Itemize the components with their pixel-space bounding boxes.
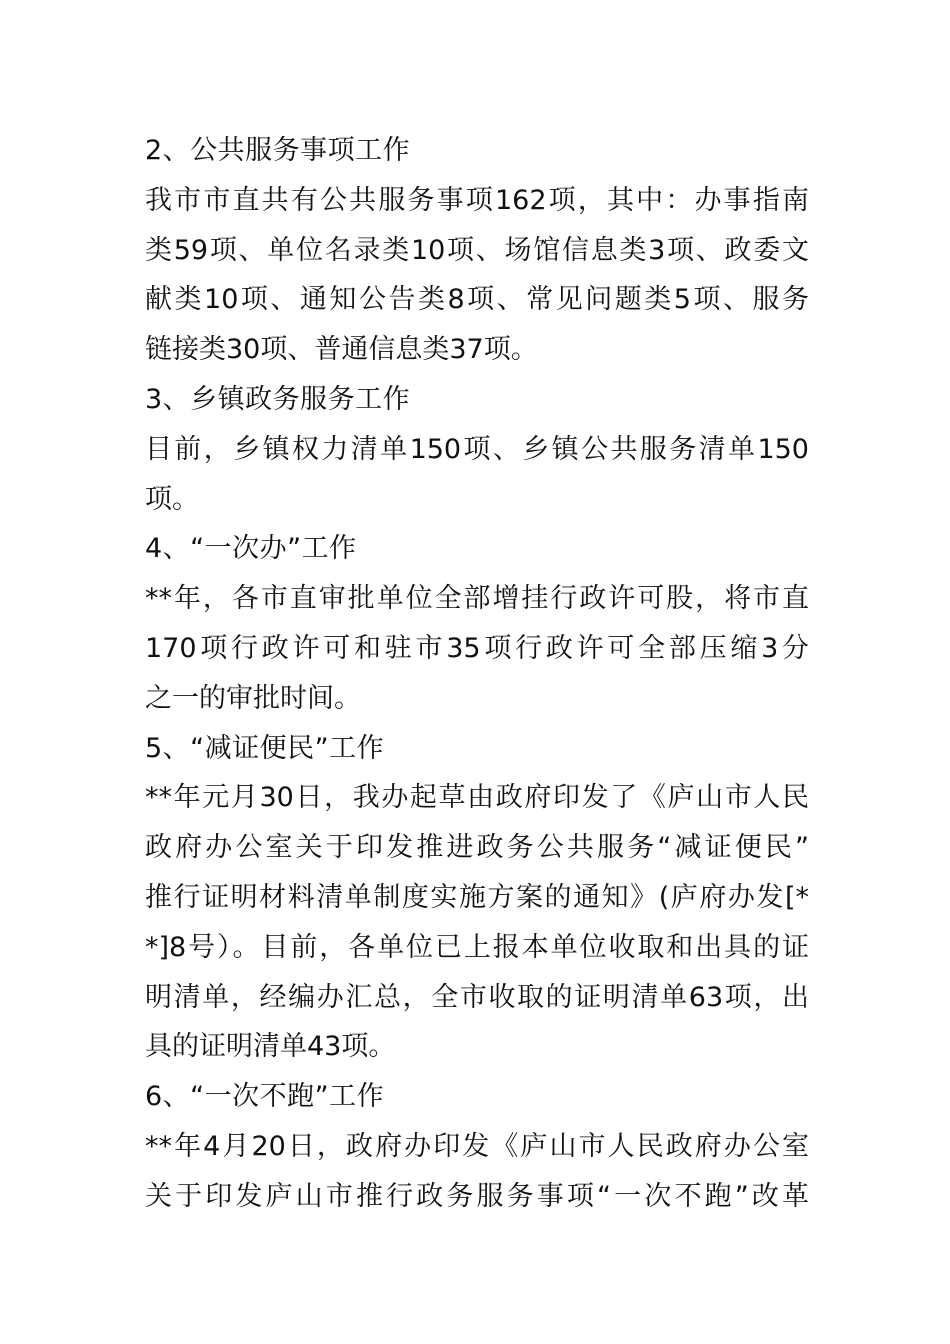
section-heading: 2、公共服务事项工作 [145,135,411,166]
document-page [145,126,809,1222]
section-heading: 3、乡镇政务服务工作 [145,383,411,415]
paragraph-line: 明清单，经编办汇总，全市收取的证明清单63项，出 [145,981,809,1013]
paragraph-line: **年元月30日，我办起草由政府印发了《庐山市人民 [145,782,809,814]
paragraph-line: 关于印发庐山市推行政务服务事项“一次不跑”改革 [145,1180,809,1212]
paragraph-line: 链接类30项、普通信息类37项。 [145,334,538,366]
paragraph-line: 类59项、单位名录类10项、场馆信息类3项、政委文 [145,234,809,266]
paragraph-line: 170项行政许可和驻市35项行政许可全部压缩3分 [145,632,809,664]
section-heading: 4、“一次办”工作 [145,533,357,565]
section-heading: 6、“一次不跑”工作 [145,1081,385,1113]
paragraph-line: 政府办公室关于印发推进政务公共服务“减证便民” [145,832,809,864]
paragraph-line: 推行证明材料清单制度实施方案的通知》(庐府办发[* [145,881,809,913]
paragraph-line: 之一的审批时间。 [145,682,361,714]
paragraph-line: 目前，乡镇权力清单150项、乡镇公共服务清单150 [145,433,809,465]
paragraph-line: 我市市直共有公共服务事项162项，其中：办事指南 [145,184,809,216]
paragraph-line: 献类10项、通知公告类8项、常见问题类5项、服务 [145,284,809,316]
paragraph-line: *]8号）。目前，各单位已上报本单位收取和出具的证 [145,931,809,963]
paragraph-line: 具的证明清单43项。 [145,1031,396,1063]
section-heading: 5、“减证便民”工作 [145,732,385,764]
paragraph-line: **年，各市直审批单位全部增挂行政许可股，将市直 [145,583,809,615]
paragraph-line: 项。 [145,483,199,515]
paragraph-line: **年4月20日，政府办印发《庐山市人民政府办公室 [145,1130,809,1162]
